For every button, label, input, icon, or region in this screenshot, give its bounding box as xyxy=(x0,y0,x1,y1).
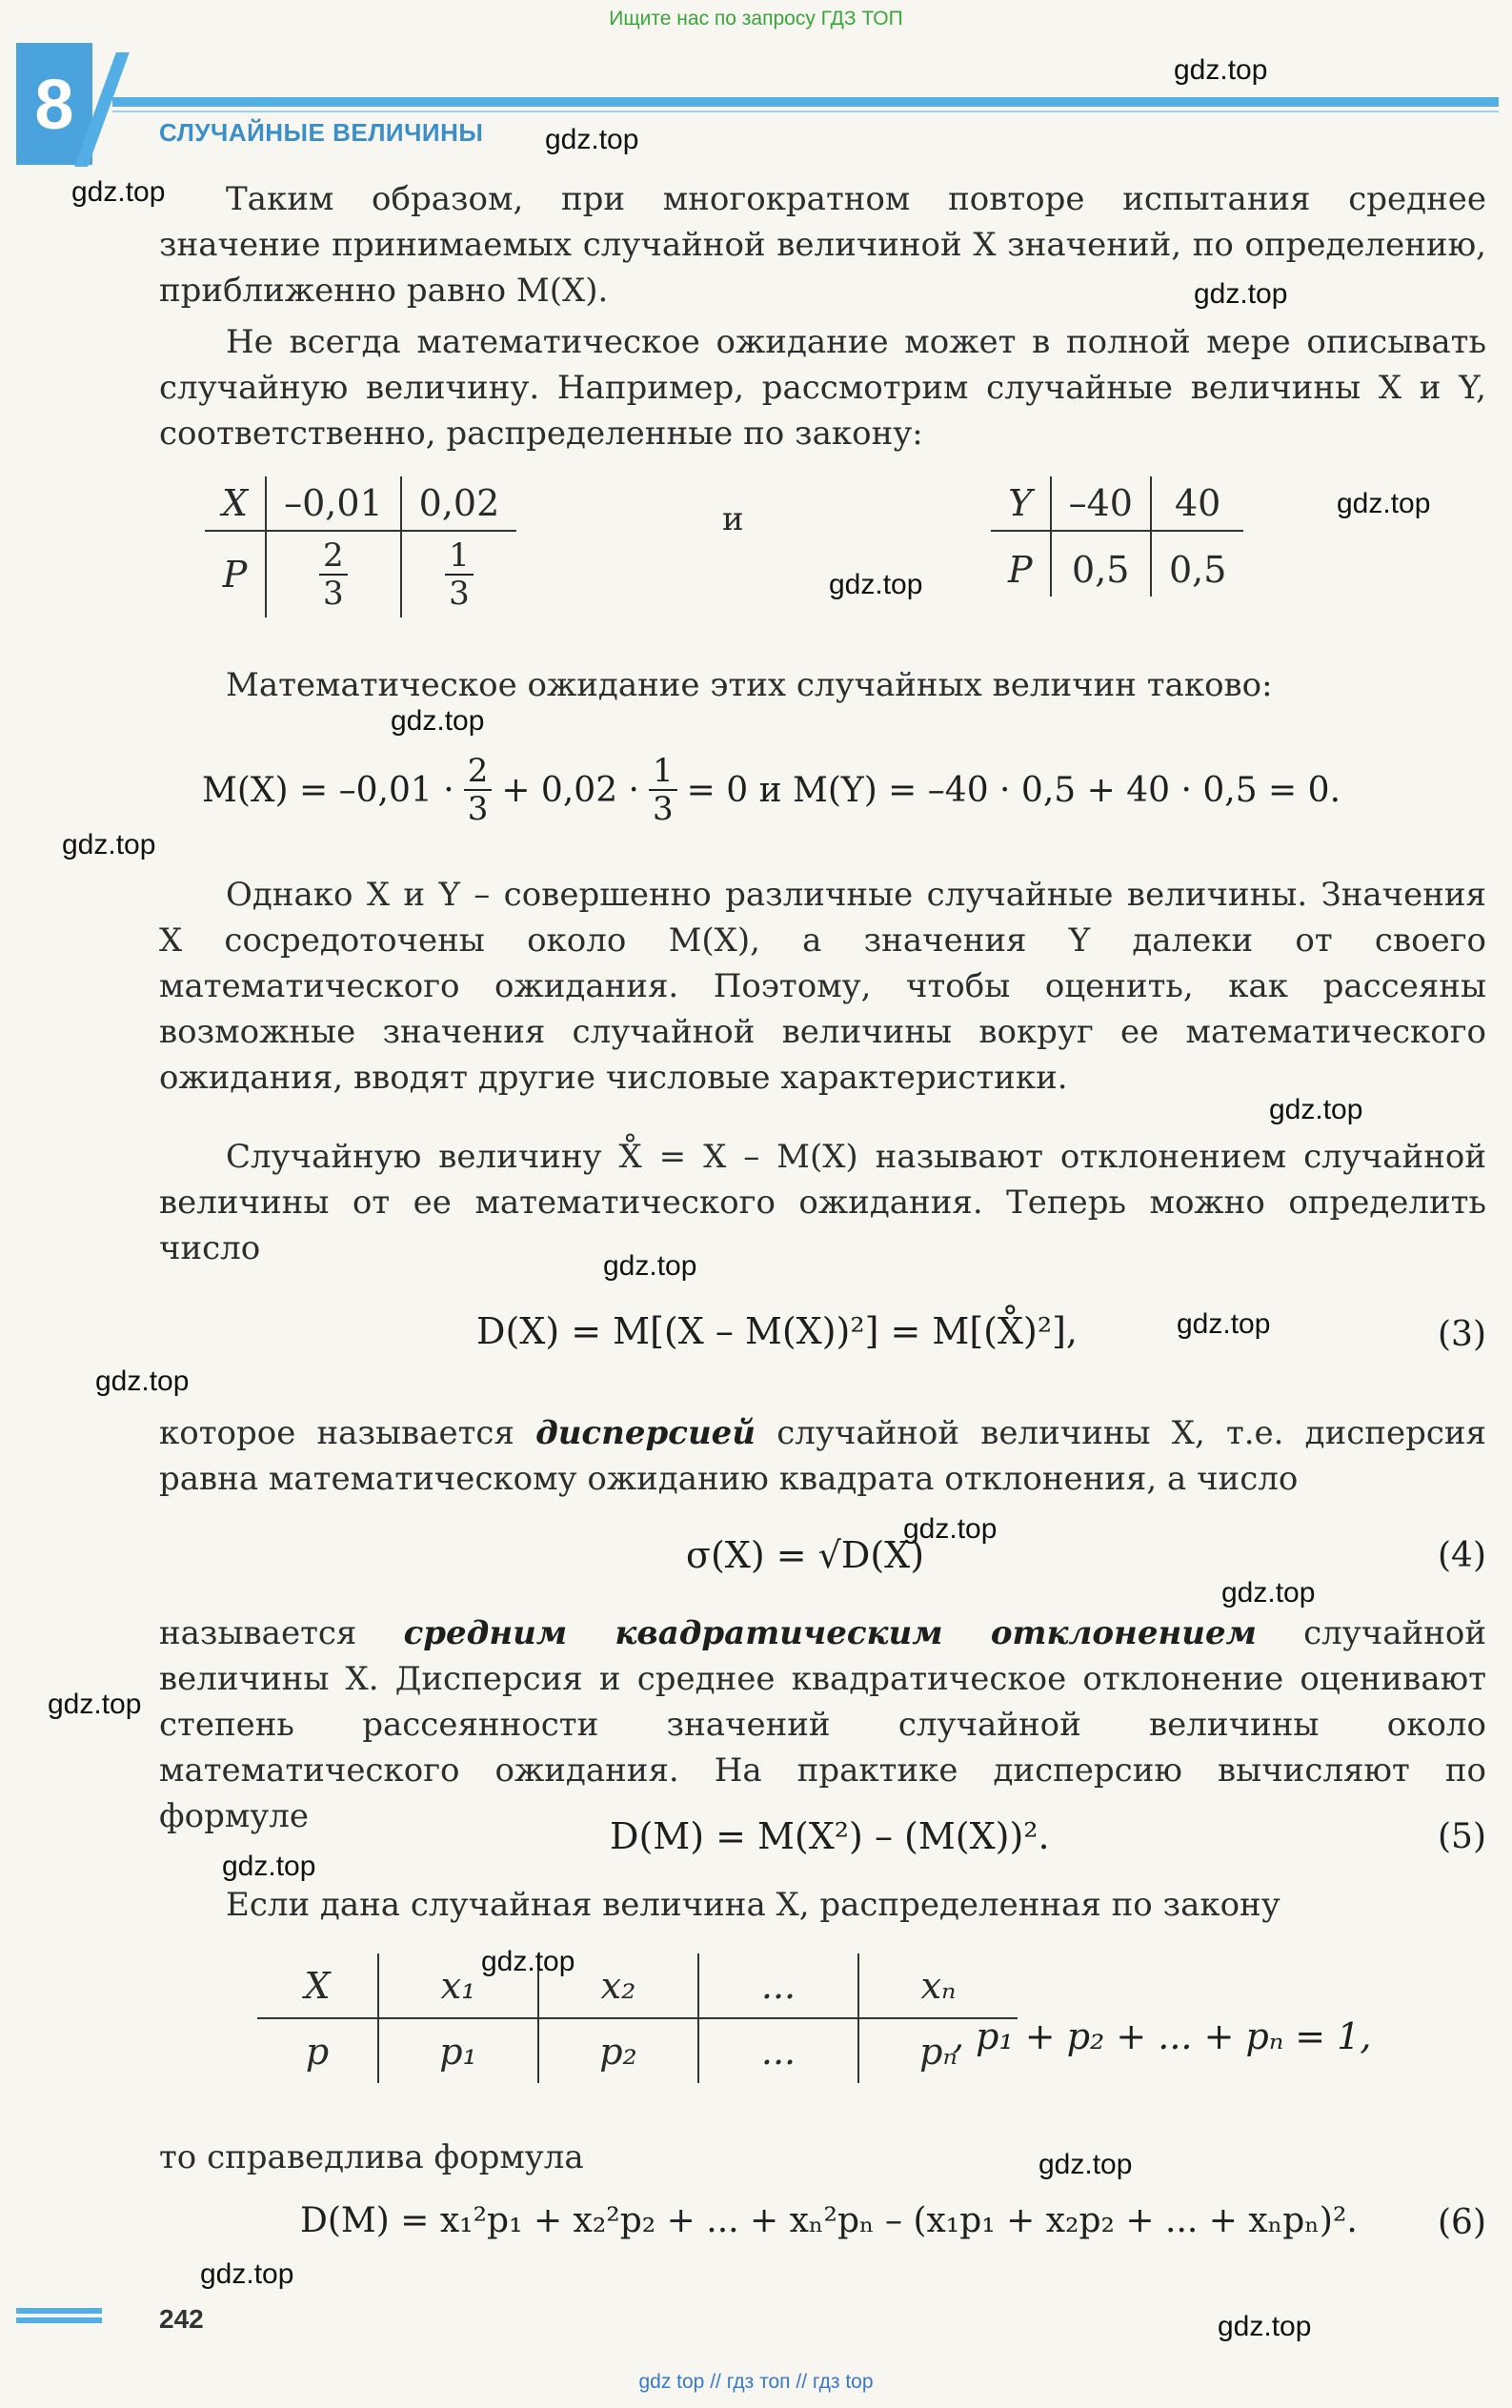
chapter-divider xyxy=(112,97,1499,107)
table-x-prob-label: P xyxy=(205,531,266,617)
watermark: gdz.top xyxy=(829,569,923,600)
watermark: gdz.top xyxy=(62,829,156,860)
equation-6-number: (6) xyxy=(1438,2203,1486,2242)
equation-3-number: (3) xyxy=(1438,1315,1486,1354)
watermark: gdz.top xyxy=(1218,2311,1312,2342)
table-gen-cell: pₙ xyxy=(919,2030,958,2073)
text: случайной величины X. Дисперсия и среднее квадратическое отклонение оценивают степень рассеянности значений случайной величины около математического ожидания. На практике дисперсию вычисляют по формуле xyxy=(159,1614,1486,1835)
table-y-value: –40 xyxy=(1051,476,1151,531)
bottom-note: gdz top // гдз топ // гдз top xyxy=(638,2371,874,2393)
watermark: gdz.top xyxy=(545,124,639,155)
chapter-divider-thin xyxy=(112,111,1499,112)
page-number: 242 xyxy=(159,2304,204,2334)
watermark: gdz.top xyxy=(71,176,166,208)
page-bar xyxy=(16,2317,102,2323)
frac-num: 2 xyxy=(464,753,493,791)
watermark: gdz.top xyxy=(1221,1577,1316,1609)
table-gen-cell: X xyxy=(257,1953,378,2018)
table-x xyxy=(205,476,516,617)
table-x-value: –0,01 xyxy=(266,476,401,531)
paragraph-2: Не всегда математическое ожидание может в полной мере описывать случайную величину. Например, рассмотрим случайные величины X и Y, соответственно, распределенные по закону: xyxy=(159,323,1486,453)
watermark: gdz.top xyxy=(603,1250,697,1282)
eq-part: = 0 и M(Y) = –40 · 0,5 + 40 · 0,5 = 0. xyxy=(686,770,1341,810)
watermark: gdz.top xyxy=(481,1946,575,1977)
paragraph-6 xyxy=(159,1410,1486,1502)
paragraph-4: Однако X и Y – совершенно различные случайные величины. Значения X сосредоточены около M(X), а значения Y далеки от своего математического ожидания. Поэтому, чтобы оценить, как рассеяны возможные значения случайной величины вокруг ее математического ожидания, вводят другие числовые характеристики. xyxy=(159,876,1486,1097)
probability-sum: , p₁ + p₂ + ... + pₙ = 1, xyxy=(953,2015,1372,2057)
watermark: gdz.top xyxy=(95,1366,190,1397)
frac-num: 1 xyxy=(445,537,474,576)
equation-5: D(M) = M(X²) – (M(X))². xyxy=(610,1815,1050,1857)
paragraph-5: Случайную величину X̊ = X – M(X) называют отклонением случайной величины от ее математического ожидания. Теперь можно определить число xyxy=(159,1138,1486,1267)
equation-6: D(M) = x₁²p₁ + x₂²p₂ + ... + xₙ²pₙ – (x₁p₁ + x₂p₂ + ... + xₙpₙ)². xyxy=(300,2201,1358,2240)
equation-3: D(X) = M[(X – M(X))²] = M[(X̊)²], xyxy=(476,1310,1079,1352)
table-y-prob: 0,5 xyxy=(1051,531,1151,597)
table-y xyxy=(991,476,1243,597)
watermark: gdz.top xyxy=(391,705,485,737)
equation-4-number: (4) xyxy=(1438,1536,1486,1575)
watermark: gdz.top xyxy=(1174,54,1268,86)
page-bar xyxy=(16,2308,102,2314)
table-x-value: 0,02 xyxy=(401,476,517,531)
frac-den: 3 xyxy=(652,790,674,828)
watermark: gdz.top xyxy=(48,1689,142,1720)
table-y-prob: 0,5 xyxy=(1168,549,1227,591)
table-x-header: X xyxy=(205,476,266,531)
paragraph-3: Математическое ожидание этих случайных величин таково: xyxy=(226,666,1273,704)
table-general xyxy=(257,1953,1018,2083)
text: называется xyxy=(159,1614,404,1652)
table-gen-cell: xₙ xyxy=(858,1953,1018,2018)
frac-den: 3 xyxy=(467,790,489,828)
and-word: и xyxy=(722,500,744,538)
watermark: gdz.top xyxy=(1038,2149,1133,2180)
watermark: gdz.top xyxy=(1194,278,1288,310)
table-gen-cell: ... xyxy=(698,2018,858,2083)
watermark: gdz.top xyxy=(903,1513,998,1545)
table-x-prob xyxy=(266,531,401,617)
paragraph-1: Таким образом, при многократном повторе испытания среднее значение принимаемых случайной величиной X значений, по определению, приближенно равно M(X). xyxy=(159,180,1486,310)
table-y-prob-label: P xyxy=(991,531,1051,597)
watermark: gdz.top xyxy=(1177,1308,1271,1340)
paragraph-8: Если дана случайная величина X, распределенная по закону xyxy=(226,1886,1280,1924)
eq-part: M(X) = –0,01 · xyxy=(202,770,454,810)
watermark: gdz.top xyxy=(222,1851,316,1882)
table-y-value: 40 xyxy=(1151,476,1243,531)
table-gen-cell: p₁ xyxy=(378,2018,538,2083)
frac-den: 3 xyxy=(449,575,470,613)
table-gen-cell: x₂ xyxy=(538,1953,698,2018)
equation-4: σ(X) = √D(X) xyxy=(686,1534,925,1576)
frac-num: 2 xyxy=(319,537,348,576)
table-gen-cell: p₂ xyxy=(538,2018,698,2083)
watermark: gdz.top xyxy=(200,2258,294,2290)
text: которое называется xyxy=(159,1414,536,1452)
frac-num: 1 xyxy=(649,753,677,791)
table-y-header: Y xyxy=(991,476,1051,531)
term-dispersion: дисперсией xyxy=(535,1414,756,1452)
equation-5-number: (5) xyxy=(1438,1817,1486,1856)
paragraph-7 xyxy=(159,1610,1486,1839)
text: случайной величины X, т.е. дисперсия равна математическому ожиданию квадрата отклонения, а число xyxy=(159,1414,1486,1498)
watermark: gdz.top xyxy=(1269,1094,1363,1125)
table-gen-cell: ... xyxy=(698,1953,858,2018)
watermark: gdz.top xyxy=(1337,488,1431,519)
eq-part: + 0,02 · xyxy=(501,770,639,810)
chapter-title: СЛУЧАЙНЫЕ ВЕЛИЧИНЫ xyxy=(159,118,484,147)
table-gen-cell: p xyxy=(257,2018,378,2083)
term-std-deviation: средним квадратическим отклонением xyxy=(403,1614,1257,1652)
equation-expectation xyxy=(202,753,1341,827)
chapter-number: 8 xyxy=(16,43,92,165)
frac-den: 3 xyxy=(323,575,344,613)
top-note: Ищите нас по запросу ГДЗ ТОП xyxy=(609,8,903,30)
table-x-prob xyxy=(401,531,517,617)
table-gen-cell: x₁ xyxy=(378,1953,538,2018)
paragraph-9: то справедлива формула xyxy=(159,2138,584,2176)
